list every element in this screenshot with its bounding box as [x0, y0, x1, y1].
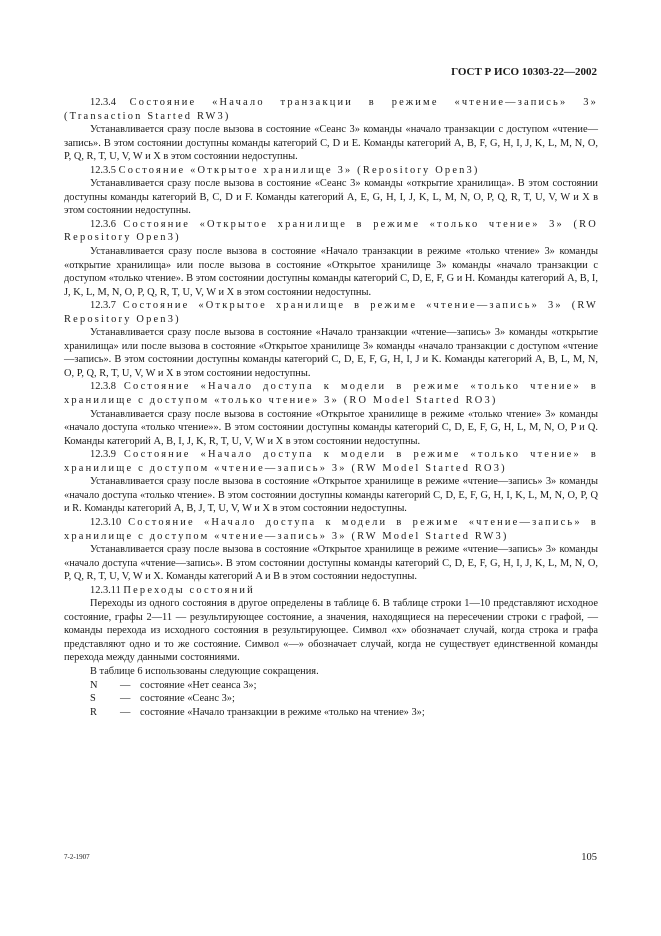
abbreviation-desc: состояние «Нет сеанса 3»; [140, 679, 257, 691]
section-12-3-4 [64, 96, 598, 164]
abbreviation-code: N [90, 679, 98, 691]
section-12-3-7 [64, 299, 598, 380]
section-body: Устанавливается сразу после вызова в состояние «Открытое хранилище в режиме «только чтение» 3» команды «начало доступа «только чтение»». В этом состоянии доступны команды категорий C, D, E, F, G, H, L, M, N, O, P и Q. Команды категорий A, B, I, J, K, R, T, U, V, W и X в этом состоянии недоступны. [64, 408, 598, 447]
section-body: Устанавливается сразу после вызова в состояние «Открытое хранилище в режиме «чтение—запись» 3» команды «начало доступа «только чтение». В этом состоянии доступны команды категорий C, D, E, F, G, H, I, K, L, M, N, O, P, Q и R. Команды категорий A, B, J, T, U, V, W и X в этом состоянии недоступны. [64, 476, 598, 515]
section-number: 12.3.6 [90, 218, 116, 230]
print-code: 7-2-1907 [64, 853, 90, 861]
page-number: 105 [581, 852, 597, 863]
section-title: Состояние «Начало доступа к модели в режиме «только чтение» в хранилище с доступом «только чтение» 3» (RO Model Started RO3) [64, 381, 598, 407]
section-body: Устанавливается сразу после вызова в состояние «Открытое хранилище в режиме «чтение—запись» 3» команды «начало доступа «чтение—запись». В этом состоянии доступны команды категорий C, D, E, F, G, H, I, J, K, L, M, N, O, P, Q, R, T, U, V, W и X. Команды категорий A и B в этом состоянии недоступны. [64, 544, 598, 583]
abbreviation-desc: состояние «Сеанс 3»; [140, 693, 235, 705]
abbreviation-dash: — [120, 679, 131, 691]
section-body: Переходы из одного состояния в другое определены в таблице 6. В таблице строки 1—10 представляют исходное состояние, графы 2—11 — результирующее состояние, а значения, находящиеся на пересечении строки с графой, — команды перехода из исходного состояния в результирующее. Символ «x» обозначает случай, когда строка и графа представляют одно и то же состояние. Символ «—» обозначает случай, когда не существует единственной команды перехода между данными состояниями. [64, 598, 598, 664]
section-number: 12.3.7 [90, 300, 116, 312]
section-number: 12.3.10 [90, 516, 122, 528]
section-12-3-6 [64, 218, 598, 299]
section-title: Состояние «Начало доступа к модели в режиме «только чтение» в хранилище с доступом «чтение—запись» 3» (RW Model Started RO3) [64, 449, 598, 474]
abbreviation-list [64, 679, 598, 720]
section-12-3-11 [64, 584, 598, 719]
abbreviations-intro: В таблице 6 использованы следующие сокращения. [90, 665, 319, 677]
abbreviation-code: R [90, 706, 97, 718]
abbreviation-dash: — [120, 693, 131, 705]
section-number: 12.3.4 [90, 97, 116, 108]
abbreviation-dash: — [120, 706, 131, 718]
section-title: Состояние «Начало транзакции в режиме «чтение—запись» 3» (Transaction Started RW3) [64, 97, 598, 122]
section-12-3-9 [64, 448, 598, 516]
abbreviation-desc: состояние «Начало транзакции в режиме «только на чтение» 3»; [140, 706, 425, 718]
section-number: 12.3.9 [90, 449, 116, 461]
document-header: ГОСТ Р ИСО 10303-22—2002 [451, 66, 597, 78]
section-body: Устанавливается сразу после вызова в состояние «Начало транзакции в режиме «только чтение» 3» команды «открытие хранилища» или после вызова в состояние «Открытое хранилище 3» команды «начало транзакции с доступом «только чтение». В этом состоянии доступны команды категорий C, D, E, F, G и H. Команды категорий A, B, I, J, K, L, M, N, O, P, Q, R, T, U, V, W и X в этом состоянии недоступны. [64, 246, 598, 298]
abbreviation-item [64, 692, 598, 706]
abbreviation-item [64, 679, 598, 693]
section-12-3-8 [64, 380, 598, 448]
section-number: 12.3.11 [90, 584, 121, 596]
section-12-3-5 [64, 164, 598, 218]
section-12-3-10 [64, 516, 598, 584]
section-number: 12.3.5 [90, 164, 116, 176]
section-title: Состояние «Начало доступа к модели в режиме «чтение—запись» в хранилище с доступом «чтение—запись» 3» (RW Model Started RW3) [64, 516, 599, 542]
section-body: Устанавливается сразу после вызова в состояние «Начало транзакции «чтение—запись» 3» команды «открытие хранилища» или после вызова в состояние «Открытое хранилище 3» команды «начало транзакции с доступом «чтение—запись». В этом состоянии доступны команды категорий C, D, E, F, G, H, I, J и K. Команды категорий A, B, L, M, N, O, P, Q, R, T, U, V, W и X в этом состоянии недоступны. [64, 327, 598, 379]
section-body: Устанавливается сразу после вызова в состояние «Сеанс 3» команды «открытие хранилища». В этом состоянии доступны команды категорий B, C, D и F. Команды категорий A, E, G, H, I, J, K, L, M, N, O, P, Q, R, T, U, V, W и X в этом состоянии недоступны. [64, 178, 598, 217]
section-title: Состояние «Открытое хранилище в режиме «только чтение» 3» (RO Repository Open3) [64, 218, 598, 244]
abbreviation-code: S [90, 693, 96, 705]
section-title: Переходы состояний [123, 584, 255, 596]
section-body: Устанавливается сразу после вызова в состояние «Сеанс 3» команды «начало транзакции с доступом «чтение—запись». В этом состоянии доступны команды категорий C, D и E. Команды категорий A, B, F, G, H, I, J, K, L, M, N, O, P, Q, R, T, U, V, W и X в этом состоянии недоступны. [64, 124, 598, 163]
abbreviation-item [64, 706, 598, 720]
section-number: 12.3.8 [90, 381, 116, 393]
document-body [64, 96, 598, 719]
section-title: Состояние «Открытое хранилище 3» (Repository Open3) [118, 164, 480, 176]
section-title: Состояние «Открытое хранилище в режиме «чтение—запись» 3» (RW Repository Open3) [64, 300, 598, 325]
